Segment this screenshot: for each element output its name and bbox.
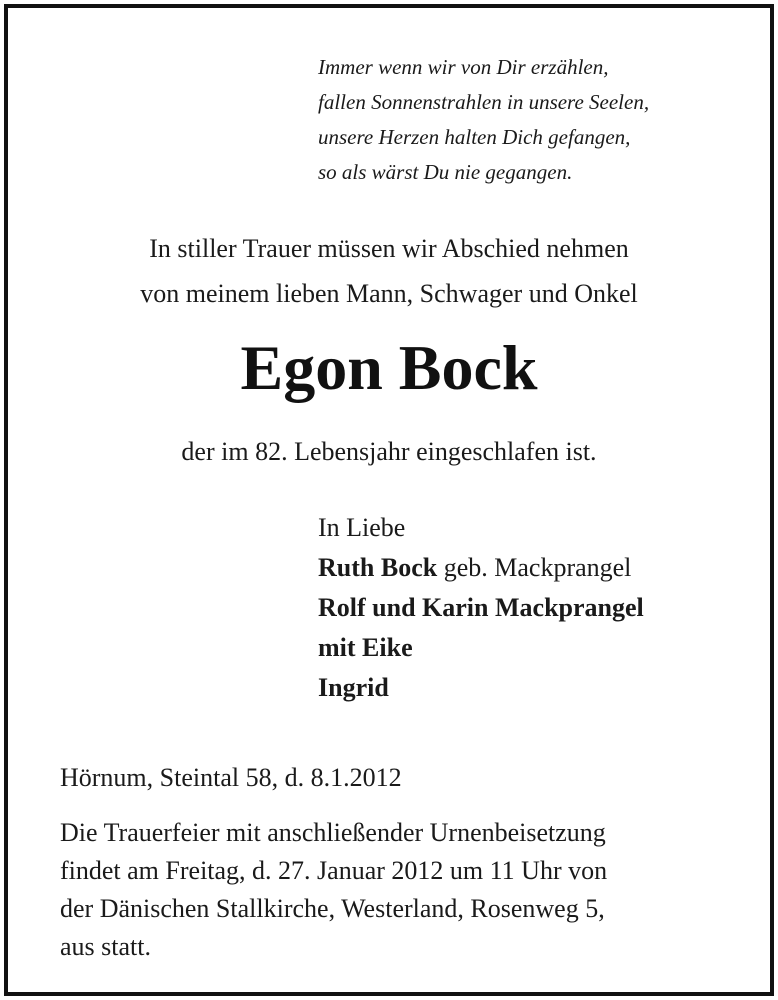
signer-line: Rolf und Karin Mackprangel xyxy=(318,593,644,622)
poem-line: so als wärst Du nie gegangen. xyxy=(318,160,573,184)
age-line: der im 82. Lebensjahr eingeschlafen ist. xyxy=(181,437,597,466)
ceremony-line: Die Trauerfeier mit anschließender Urnenbeisetzung xyxy=(60,818,606,847)
intro-line: von meinem lieben Mann, Schwager und Onkel xyxy=(140,279,638,308)
place-date: Hörnum, Steintal 58, d. 8.1.2012 xyxy=(60,763,402,792)
poem-line: fallen Sonnenstrahlen in unsere Seelen, xyxy=(318,90,650,114)
ceremony-line: findet am Freitag, d. 27. Januar 2012 um 11 Uhr von xyxy=(60,856,608,885)
wife-name: Ruth Bock xyxy=(318,553,438,582)
poem-line: unsere Herzen halten Dich gefangen, xyxy=(318,125,631,149)
poem-line: Immer wenn wir von Dir erzählen, xyxy=(318,55,609,79)
deceased-name: Egon Bock xyxy=(240,332,538,403)
signers-intro: In Liebe xyxy=(318,513,406,542)
wife-maiden-name: geb. Mackprangel xyxy=(437,553,632,582)
signer-line: Ingrid xyxy=(318,673,389,702)
intro-text xyxy=(0,226,778,316)
intro-line: In stiller Trauer müssen wir Abschied nehmen xyxy=(149,234,629,263)
ceremony-line: aus statt. xyxy=(60,932,151,961)
poem xyxy=(318,50,758,190)
signer-line: mit Eike xyxy=(318,633,413,662)
ceremony-line: der Dänischen Stallkirche, Westerland, Rosenweg 5, xyxy=(60,894,605,923)
signer-wife xyxy=(318,548,758,588)
signers-block xyxy=(318,508,758,708)
ceremony-info xyxy=(60,814,760,966)
